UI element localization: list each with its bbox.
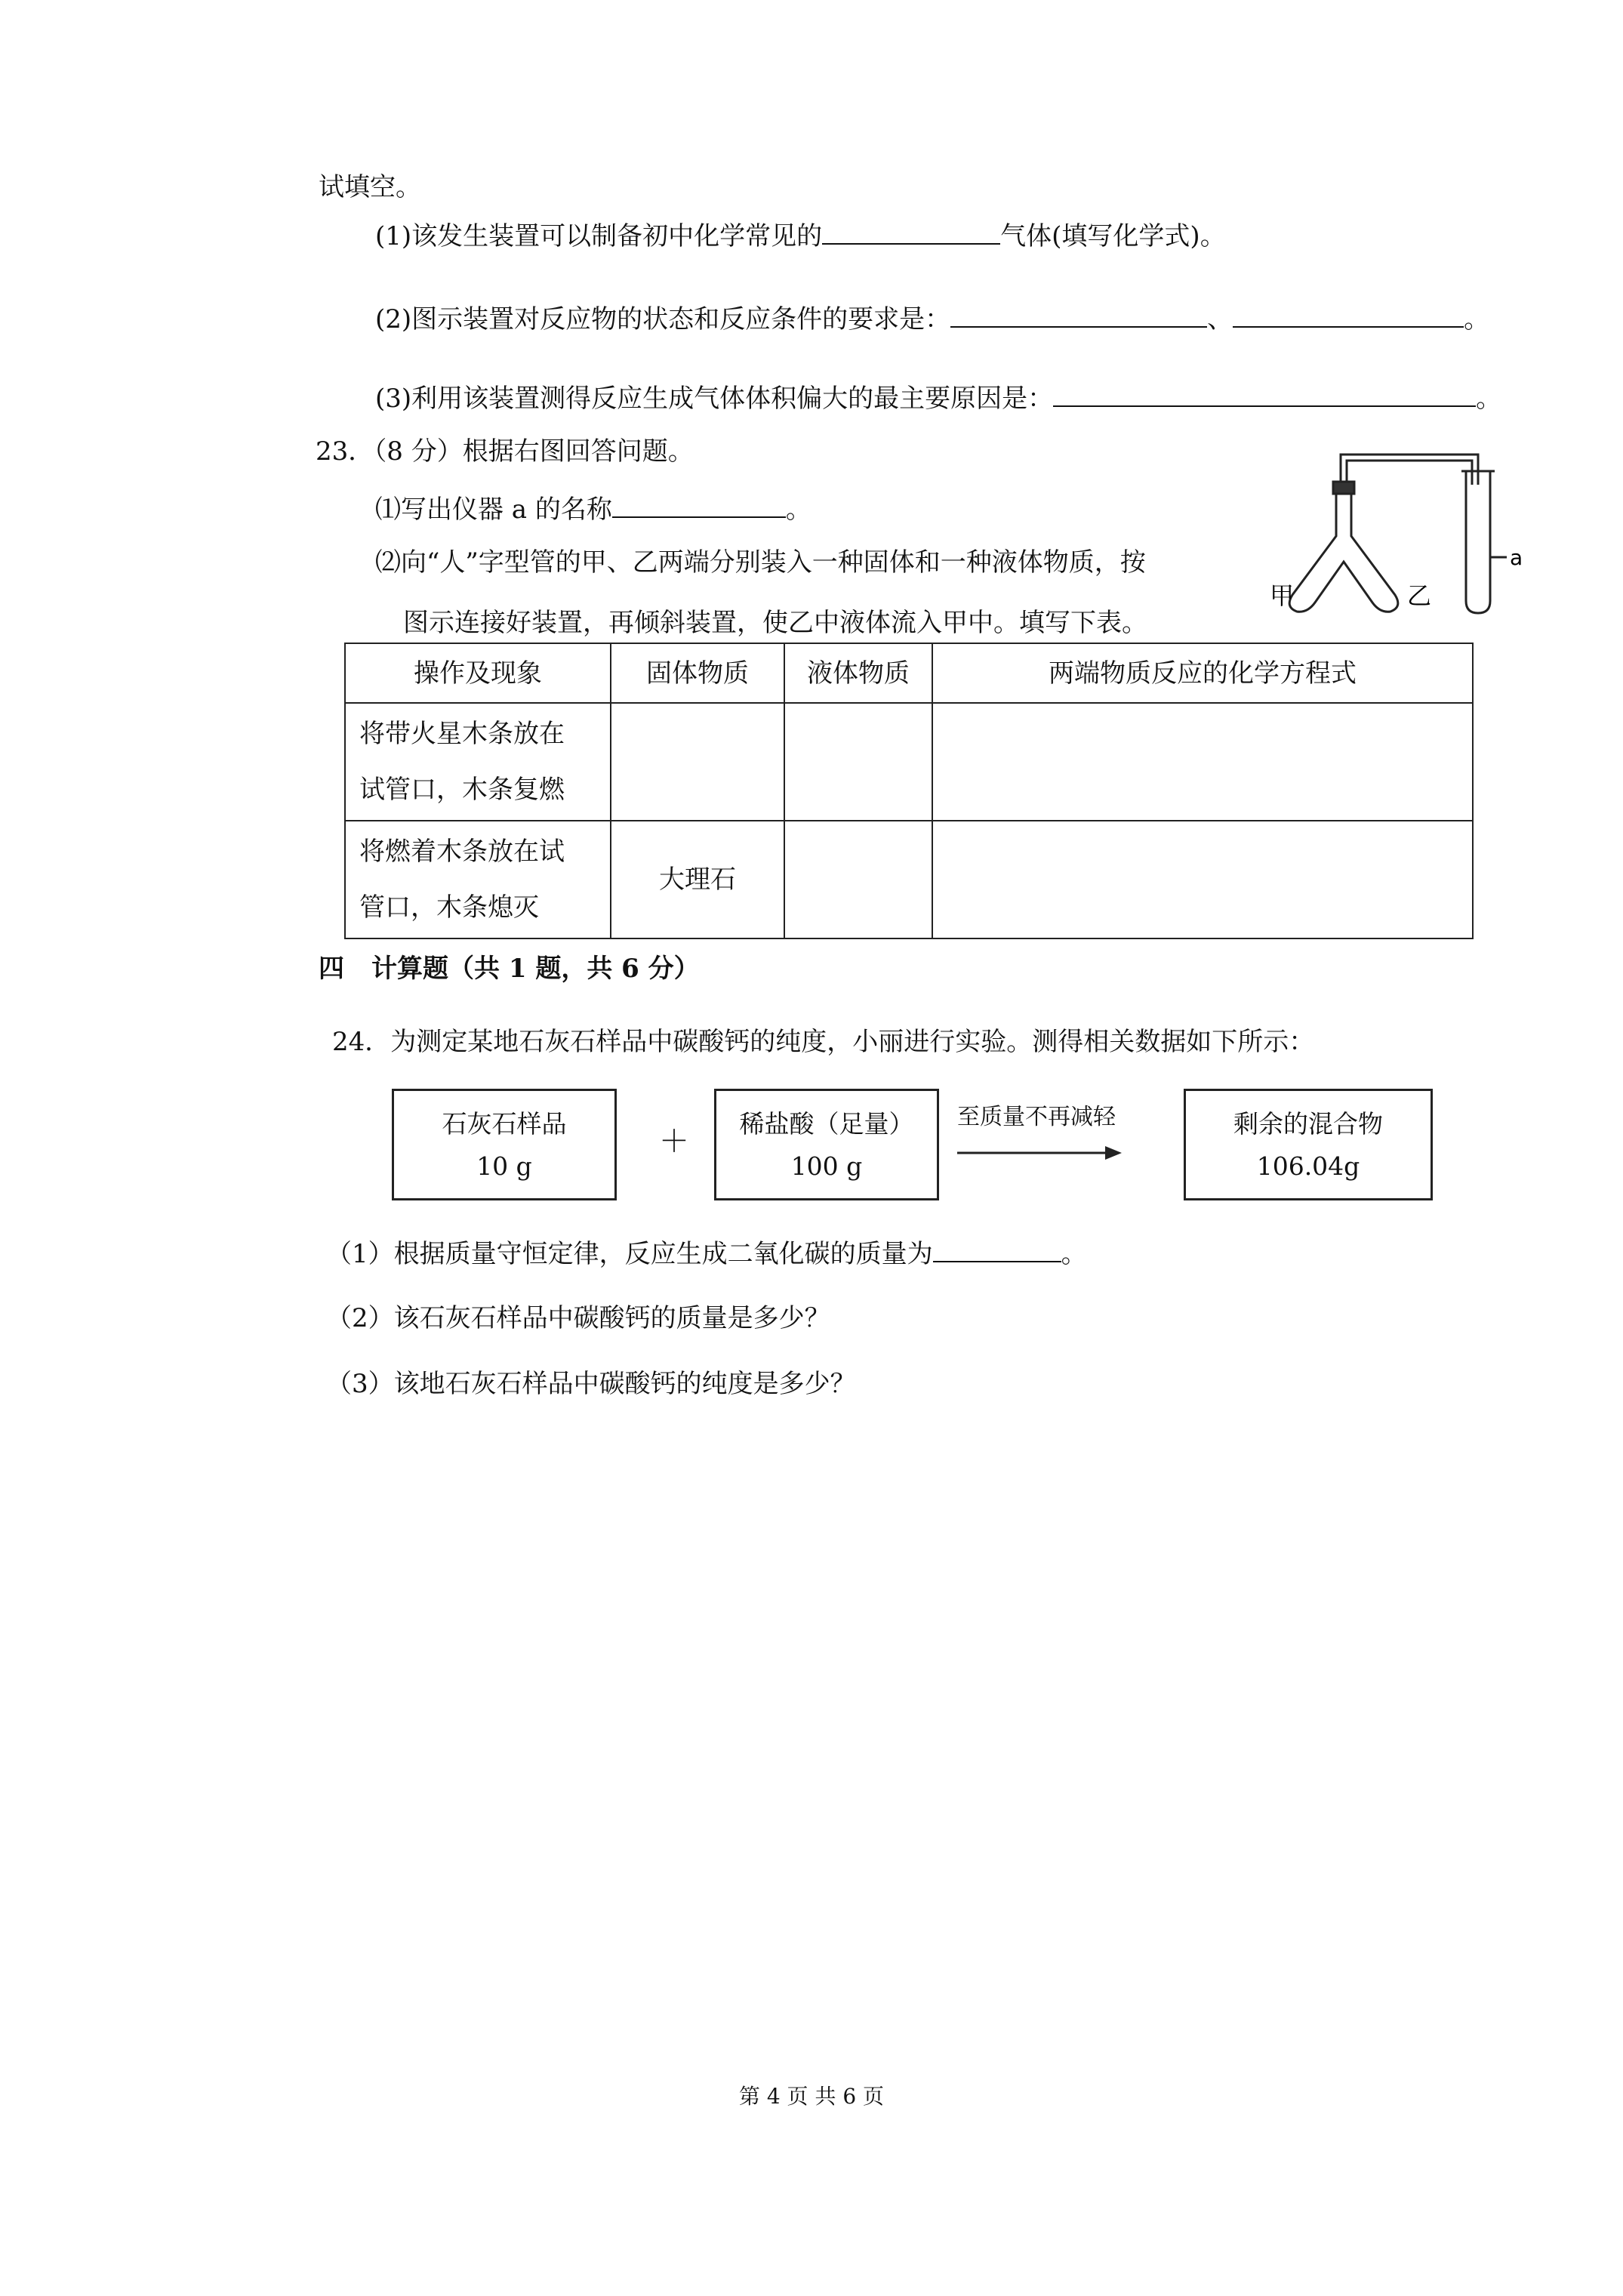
row2-op-line2: 管口，木条熄灭 [359,892,539,923]
q3-prefix: (3)利用该装置测得反应生成气体体积偏大的最主要原因是： [375,384,1054,414]
intro-text: 试填空。 [319,172,421,202]
question-23-1 [375,491,812,525]
q24-1-end: 。 [1061,1239,1087,1269]
header-operation: 操作及现象 [345,643,611,703]
row2-liquid-cell[interactable] [784,821,932,938]
question-24-title: 24．为测定某地石灰石样品中碳酸钙的纯度，小丽进行实验。测得相关数据如下所示： [332,1027,1315,1057]
header-equation: 两端物质反应的化学方程式 [932,643,1473,703]
section-4-number: 四 [319,954,344,984]
header-liquid: 液体物质 [784,643,932,703]
q1-answer-blank[interactable] [822,217,1000,245]
row1-op-line2: 试管口，木条复燃 [359,775,565,805]
question-22-2 [375,300,1489,335]
q2-answer-blank-1[interactable] [950,300,1207,328]
question-22-1 [375,217,1226,252]
row1-solid-cell[interactable] [611,703,784,821]
label-yi: 乙 [1407,581,1432,610]
q2-prefix: (2)图示装置对反应物的状态和反应条件的要求是： [375,304,951,334]
q23-1-end: 。 [785,495,812,525]
row1-liquid-cell[interactable] [784,703,932,821]
y-tube-icon [1289,455,1507,613]
row1-op-line1: 将带火星木条放在 [359,719,565,749]
header-solid: 固体物质 [611,643,784,703]
box3-line2: 106.04g [1256,1151,1360,1181]
question-24-1 [326,1235,1087,1270]
q1-suffix: 气体(填写化学式)。 [1000,221,1226,251]
right-arrow-icon [957,1142,1123,1164]
question-22-3 [375,380,1501,415]
row2-op-line1: 将燃着木条放在试 [359,837,565,867]
question-23-title: 23．（8 分）根据右图回答问题。 [316,436,694,467]
box1-line1: 石灰石样品 [442,1109,567,1139]
experiment-table [344,643,1474,939]
box-hydrochloric-acid [714,1089,939,1200]
box1-line2: 10 g [476,1151,532,1181]
q3-answer-blank[interactable] [1053,380,1476,407]
table-header-row [345,643,1473,703]
box2-line1: 稀盐酸（足量） [739,1109,914,1139]
table-row [345,821,1473,938]
arrow-label: 至质量不再减轻 [957,1104,1116,1130]
question-23-2-line2: 图示连接好装置，再倾斜装置，使乙中液体流入甲中。填写下表。 [403,608,1147,638]
q1-prefix: (1)该发生装置可以制备初中化学常见的 [375,221,823,251]
q23-1-prefix: ⑴写出仪器 a 的名称 [375,495,612,525]
label-a: a [1510,545,1523,570]
q2-separator: 、 [1207,304,1233,334]
section-4-text: 计算题（共 1 题，共 6 分） [371,954,700,984]
row1-operation [345,703,611,821]
question-24-3: （3）该地石灰石样品中碳酸钙的纯度是多少？ [326,1369,856,1399]
row1-equation-cell[interactable] [932,703,1473,821]
q3-end: 。 [1476,384,1502,414]
q2-end: 。 [1464,304,1490,334]
box3-line1: 剩余的混合物 [1233,1109,1383,1139]
question-24-2: （2）该石灰石样品中碳酸钙的质量是多少？ [326,1303,830,1333]
q24-1-prefix: （1）根据质量守恒定律，反应生成二氧化碳的质量为 [326,1239,933,1269]
q24-1-answer-blank[interactable] [933,1235,1061,1262]
apparatus-figure [1246,423,1570,619]
section-4-title [319,954,700,985]
box2-line2: 100 g [790,1151,863,1181]
box-remaining-mixture [1184,1089,1433,1200]
plus-sign: ＋ [659,1124,689,1159]
table-row [345,703,1473,821]
box-limestone-sample [392,1089,617,1200]
page-footer: 第 4 页 共 6 页 [738,2084,885,2109]
row2-solid-cell: 大理石 [611,821,784,938]
row2-equation-cell[interactable] [932,821,1473,938]
q2-answer-blank-2[interactable] [1233,300,1464,328]
label-jia: 甲 [1270,581,1295,610]
question-23-2-line1: ⑵向“人”字型管的甲、乙两端分别装入一种固体和一种液体物质，按 [375,547,1146,578]
q23-1-answer-blank[interactable] [612,491,786,518]
row2-operation [345,821,611,938]
